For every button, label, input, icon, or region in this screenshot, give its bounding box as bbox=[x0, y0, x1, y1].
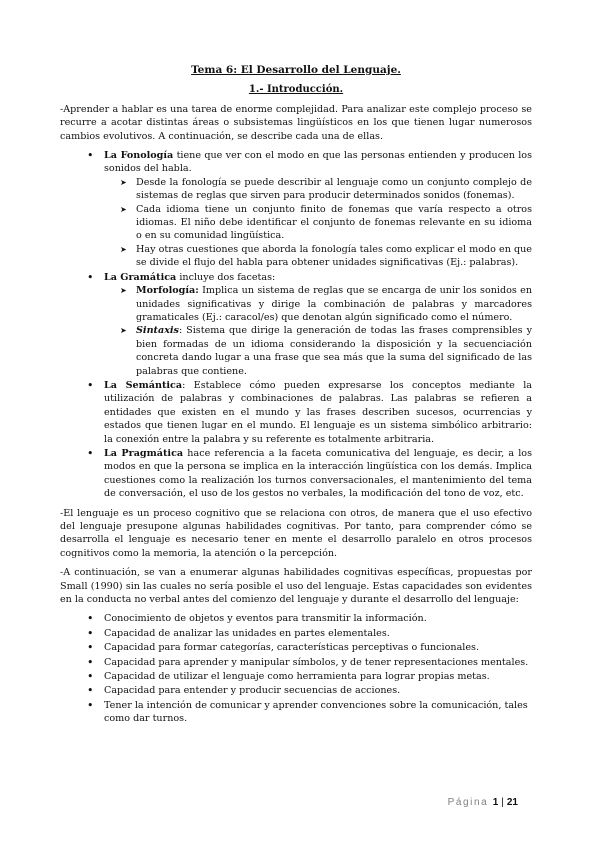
ability-item: • Capacidad para aprender y manipular símbolos, y de tener representaciones mentales. bbox=[104, 656, 532, 669]
facet-term: La Pragmática bbox=[104, 447, 184, 459]
subitem-text: Implica un sistema de reglas que se encarga de unir los sonidos en unidades significativas y dirige la combinación de palabras y marcadores gramaticales (Ej.: caracol/es) que denotan algún significado como el número. bbox=[136, 285, 532, 323]
ability-item: • Capacidad de utilizar el lenguaje como herramienta para lograr propias metas. bbox=[104, 670, 532, 683]
facet-item bbox=[104, 149, 532, 270]
subitem-term: Sintaxis bbox=[136, 325, 179, 337]
facet-sublist bbox=[104, 176, 532, 270]
page-label: Página bbox=[447, 797, 489, 808]
facet-text: incluye dos facetas: bbox=[176, 271, 276, 283]
document-title: Tema 6: El Desarrollo del Lenguaje. bbox=[191, 64, 401, 76]
facet-item bbox=[104, 447, 532, 501]
facet-subitem bbox=[136, 176, 532, 203]
facets-list bbox=[60, 149, 532, 501]
subitem-text: : Sistema que dirige la generación de todas las frases comprensibles y bien formadas de un idioma considerando la disposición y la secuenciación concreta dando lugar a una frase que sea más que la suma del significado de las palabras que contiene. bbox=[136, 325, 532, 377]
cognitive-paragraph: -El lenguaje es un proceso cognitivo que se relaciona con otros, de manera que el uso efectivo del lenguaje presupone algunas habilidades cognitivas. Por tanto, para comprender cómo se desarrolla el lenguaje es necesario tener en mente el desarrollo paralelo en otros procesos cognitivos como la memoria, la atención o la percepción. bbox=[60, 507, 532, 559]
ability-item: • Capacidad para entender y producir secuencias de acciones. bbox=[104, 684, 532, 697]
subitem-text: Hay otras cuestiones que aborda la fonología tales como explicar el modo en que se divide el flujo del habla para obtener unidades significativas (Ej.: palabras). bbox=[136, 243, 532, 269]
facet-text: tiene que ver con el modo en que las personas entienden y producen los sonidos del habla. bbox=[104, 150, 533, 175]
ability-item: • Capacidad de analizar las unidades en partes elementales. bbox=[104, 627, 532, 640]
page-footer bbox=[448, 797, 518, 808]
facet-subitem bbox=[136, 243, 532, 270]
facet-subitem bbox=[136, 203, 532, 243]
facet-text: hace referencia a la faceta comunicativa del lenguaje, es decir, a los modos en que la persona se implica en la interacción lingüística con los demás. Implica cuestiones como la realización los turnos conversacionales, el mantenimiento del tema de conversación, el uso de los gestos no verbales, la modificación del tono de voz, etc. bbox=[104, 447, 532, 500]
facet-term: La Semántica bbox=[104, 379, 183, 391]
facet-sublist bbox=[104, 284, 532, 378]
subitem-text: Cada idioma tiene un conjunto finito de fonemas que varía respecto a otros idiomas. El niño debe identificar el conjunto de fonemas relevante en su idioma o en su comunidad lingüística. bbox=[136, 203, 532, 242]
page-current: 1 bbox=[492, 797, 499, 808]
section-heading: 1.- Introducción. bbox=[248, 84, 344, 96]
facet-term: La Fonología bbox=[104, 150, 174, 162]
document-page bbox=[60, 64, 532, 727]
facet-item bbox=[104, 271, 532, 378]
facet-subitem bbox=[136, 284, 532, 324]
facet-text: : Establece cómo pueden expresarse los conceptos mediante la utilización de palabras y combinaciones de palabras. Las palabras se refieren a entidades que existen en el mundo y las frases describen sucesos, ocurrencias y estados que tienen lugar en el mundo. El lenguaje es un sistema simbólico arbitrario: la conexión entre la palabra y su referente es totalmente arbitraria. bbox=[104, 379, 532, 445]
facet-subitem bbox=[136, 324, 532, 378]
intro-paragraph: -Aprender a hablar es una tarea de enorme complejidad. Para analizar este complejo proceso se recurre a acotar distintas áreas o subsistemas lingüísticos en los que tienen lugar numerosos cambios evolutivos. A continuación, se describe cada una de ellas. bbox=[60, 103, 532, 142]
subitem-text: Desde la fonología se puede describir al lenguaje como un conjunto complejo de sistemas de reglas que sirven para producir determinados sonidos (fonemas). bbox=[136, 176, 532, 202]
abilities-intro-paragraph: -A continuación, se van a enumerar algunas habilidades cognitivas específicas, propuestas por Small (1990) sin las cuales no sería posible el uso del lenguaje. Estas capacidades son evidentes en la conducta no verbal antes del comienzo del lenguaje y durante el desarrollo del lenguaje: bbox=[60, 567, 532, 606]
page-total: 21 bbox=[506, 797, 518, 808]
facet-term: La Gramática bbox=[104, 271, 177, 283]
abilities-list bbox=[60, 612, 532, 725]
ability-item: • Tener la intención de comunicar y aprender convenciones sobre la comunicación, tales como dar turnos. bbox=[104, 699, 532, 726]
facet-item bbox=[104, 379, 532, 446]
ability-item: • Capacidad para formar categorías, características perceptivas o funcionales. bbox=[104, 641, 532, 654]
subitem-term: Morfología: bbox=[136, 285, 199, 297]
ability-item: • Conocimiento de objetos y eventos para transmitir la información. bbox=[104, 612, 532, 625]
page-separator: | bbox=[501, 797, 504, 808]
